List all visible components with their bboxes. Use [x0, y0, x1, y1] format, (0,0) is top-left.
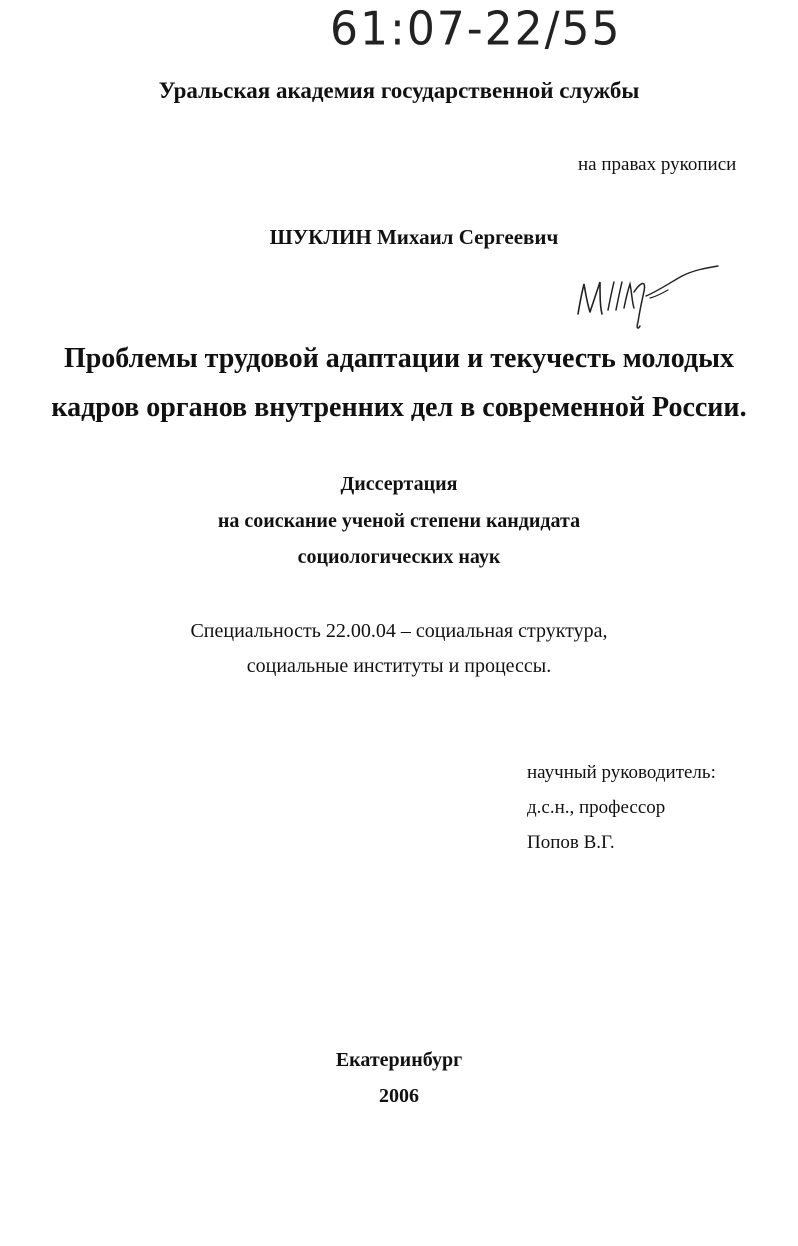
institution-name: Уральская академия государственной службы — [158, 78, 640, 103]
author-name: ШУКЛИН Михаил Сергеевич — [269, 225, 559, 249]
document-type: Диссертация — [340, 473, 458, 495]
supervisor-title: д.с.н., профессор — [527, 797, 666, 818]
signature-icon — [572, 262, 722, 332]
manuscript-note: на правах рукописи — [578, 154, 737, 175]
degree-line-2: социологических наук — [297, 546, 501, 568]
degree-line-1: на соискание ученой степени кандидата — [217, 510, 581, 532]
supervisor-name: Попов В.Г. — [527, 832, 615, 853]
supervisor-label: научный руководитель: — [527, 762, 716, 783]
city: Екатеринбург — [335, 1049, 463, 1071]
archive-number-handwritten: 61:07-22/55 — [330, 2, 622, 57]
year: 2006 — [379, 1085, 419, 1107]
specialty-line-2: социальные институты и процессы. — [246, 655, 552, 677]
specialty-line-1: Специальность 22.00.04 – социальная структура, — [190, 620, 608, 642]
dissertation-title-line-1: Проблемы трудовой адаптации и текучесть молодых — [63, 343, 735, 374]
dissertation-title-line-2: кадров органов внутренних дел в современной России. — [51, 392, 747, 423]
